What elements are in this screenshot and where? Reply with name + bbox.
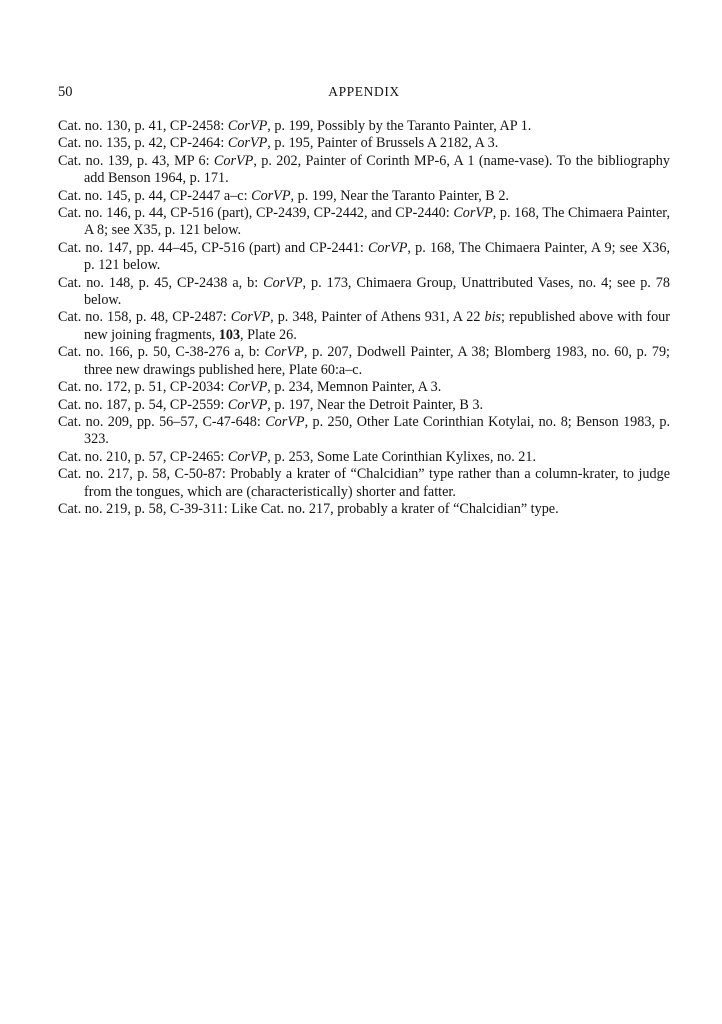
catalog-entry: Cat. no. 219, p. 58, C-39-311: Like Cat. no. 217, probably a krater of “Chalcidian” type.	[58, 500, 559, 517]
catalog-entry: Cat. no. 130, p. 41, CP-2458: CorVP, p. 199, Possibly by the Taranto Painter, AP 1.	[58, 118, 532, 134]
catalog-entry: Cat. no. 158, p. 48, CP-2487: CorVP, p. 348, Painter of Athens 931, A 22 bis; republished above with four new joining fragments, 103, Plate 26.	[58, 309, 670, 343]
catalog-entry: Cat. no. 187, p. 54, CP-2559: CorVP, p. 197, Near the Detroit Painter, B 3.	[58, 396, 484, 413]
catalog-entry: Cat. no. 146, p. 44, CP-516 (part), CP-2439, CP-2442, and CP-2440: CorVP, p. 168, The Chimaera Painter, A 8; see X35, p. 121 below.	[58, 205, 670, 239]
section-title: APPENDIX	[328, 84, 400, 99]
catalog-entry: Cat. no. 210, p. 57, CP-2465: CorVP, p. 253, Some Late Corinthian Kylixes, no. 21.	[58, 448, 537, 465]
running-head	[58, 84, 670, 104]
catalog-entry: Cat. no. 217, p. 58, C-50-87: Probably a krater of “Chalcidian” type rather than a column-krater, to judge from the tongues, which are (characteristically) shorter and fatter.	[58, 466, 670, 500]
catalog-entry: Cat. no. 135, p. 42, CP-2464: CorVP, p. 195, Painter of Brussels A 2182, A 3.	[58, 135, 499, 152]
catalog-entry: Cat. no. 209, pp. 56–57, C-47-648: CorVP, p. 250, Other Late Corinthian Kotylai, no. 8; Benson 1983, p. 323.	[58, 413, 671, 448]
catalog-entry: Cat. no. 166, p. 50, C-38-276 a, b: CorVP, p. 207, Dodwell Painter, A 38; Blomberg 1983, no. 60, p. 79; three new drawings published here, Plate 60:a–c.	[58, 344, 670, 378]
page-number: 50	[58, 84, 73, 100]
plate-figure-number: 103	[218, 326, 241, 343]
catalog-entry: Cat. no. 172, p. 51, CP-2034: CorVP, p. 234, Memnon Painter, A 3.	[58, 379, 442, 396]
catalog-entry: Cat. no. 145, p. 44, CP-2447 a–c: CorVP, p. 199, Near the Taranto Painter, B 2.	[58, 187, 509, 204]
appendix-entries	[58, 118, 670, 518]
catalog-entry: Cat. no. 147, pp. 44–45, CP-516 (part) and CP-2441: CorVP, p. 168, The Chimaera Painter, A 9; see X36, p. 121 below.	[58, 239, 670, 274]
catalog-entry: Cat. no. 148, p. 45, CP-2438 a, b: CorVP, p. 173, Chimaera Group, Unattributed Vases, no. 4; see p. 78 below.	[58, 274, 670, 309]
catalog-entry: Cat. no. 139, p. 43, MP 6: CorVP, p. 202, Painter of Corinth MP-6, A 1 (name-vase). To the bibliography add Benson 1964, p. 171.	[58, 152, 670, 187]
